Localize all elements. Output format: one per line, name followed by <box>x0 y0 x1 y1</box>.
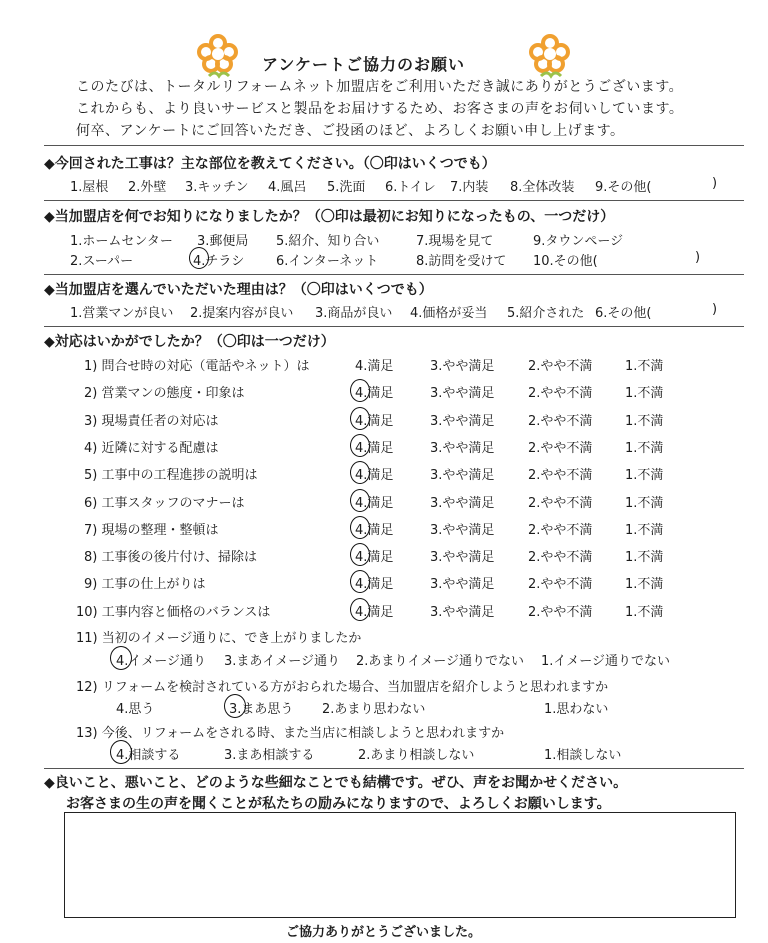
divider <box>44 768 744 769</box>
q2-option[interactable]: 5.紹介、知り合い <box>276 234 380 249</box>
q4-rating-option[interactable]: 3.やや満足 <box>430 605 495 620</box>
selection-circle <box>189 247 209 269</box>
q4-rating-option[interactable]: 2.やや不満 <box>528 496 593 511</box>
q4-rating-option-selected[interactable]: 4.満足 <box>355 577 394 592</box>
q4-rating-option[interactable]: 3.やや満足 <box>430 468 495 483</box>
q11-option[interactable]: 1.イメージ通りでない <box>541 654 671 669</box>
q4-rating-option[interactable]: 2.やや不満 <box>528 523 593 538</box>
q4-item-label: 7) 現場の整理・整頓は <box>84 523 219 538</box>
q4-rating-option[interactable]: 1.不満 <box>625 468 664 483</box>
q4-rating-option[interactable]: 1.不満 <box>625 386 664 401</box>
q4-rating-option[interactable]: 2.やや不満 <box>528 441 593 456</box>
selection-circle <box>350 489 370 512</box>
q1-option[interactable]: 1.屋根 <box>70 180 109 195</box>
q11-heading: 11) 当初のイメージ通りに、でき上がりましたか <box>76 631 362 646</box>
divider <box>44 200 744 201</box>
q4-rating-option[interactable]: 4.満足 <box>355 359 394 374</box>
q4-rating-option[interactable]: 1.不満 <box>625 550 664 565</box>
q4-rating-option[interactable]: 1.不満 <box>625 523 664 538</box>
q4-rating-option-selected[interactable]: 4.満足 <box>355 468 394 483</box>
q4-rating-option[interactable]: 2.やや不満 <box>528 414 593 429</box>
q12-option-selected[interactable]: 3.まあ思う <box>229 702 294 717</box>
q4-rating-option[interactable]: 3.やや満足 <box>430 359 495 374</box>
q1-option[interactable]: 5.洗面 <box>327 180 366 195</box>
q3-option[interactable]: 1.営業マンが良い <box>70 306 174 321</box>
q3-other-close: ) <box>712 302 718 317</box>
q4-rating-option[interactable]: 3.やや満足 <box>430 523 495 538</box>
selection-circle <box>110 740 132 764</box>
q13-option[interactable]: 2.あまり相談しない <box>358 748 475 763</box>
q4-rating-option[interactable]: 3.やや満足 <box>430 496 495 511</box>
q13-option[interactable]: 1.相談しない <box>544 748 622 763</box>
flower-icon <box>195 32 241 80</box>
closing-message: ご協力ありがとうございました。 <box>286 925 482 940</box>
selection-circle <box>350 516 370 539</box>
free-comment-box[interactable] <box>64 812 736 918</box>
q4-rating-option-selected[interactable]: 4.満足 <box>355 496 394 511</box>
q4-item-label: 6) 工事スタッフのマナーは <box>84 496 245 511</box>
q4-item-label: 2) 営業マンの態度・印象は <box>84 386 245 401</box>
q2-option[interactable]: 6.インターネット <box>276 254 379 269</box>
q4-rating-option[interactable]: 3.やや満足 <box>430 441 495 456</box>
q4-item-label: 8) 工事後の後片付け、掃除は <box>84 550 257 565</box>
selection-circle <box>350 570 370 593</box>
divider <box>44 274 744 275</box>
selection-circle <box>350 434 370 457</box>
q4-rating-option[interactable]: 2.やや不満 <box>528 605 593 620</box>
q13-option-selected[interactable]: 4.相談する <box>116 748 181 763</box>
q4-item-label: 9) 工事の仕上がりは <box>84 577 206 592</box>
q4-rating-option[interactable]: 3.やや満足 <box>430 577 495 592</box>
q4-item-label: 1) 問合せ時の対応（電話やネット）は <box>84 359 310 374</box>
q4-rating-option[interactable]: 3.やや満足 <box>430 386 495 401</box>
selection-circle <box>224 694 246 718</box>
flower-icon <box>527 32 573 80</box>
q12-option[interactable]: 4.思う <box>116 702 155 717</box>
q4-rating-option-selected[interactable]: 4.満足 <box>355 414 394 429</box>
selection-circle <box>110 646 132 670</box>
free-comment-prompt: ◆良いこと、悪いこと、どのような些細なことでも結構です。ぜひ、声をお聞かせください。 <box>44 775 628 791</box>
q3-option-other[interactable]: 6.その他( <box>595 306 652 321</box>
q2-option[interactable]: 7.現場を見て <box>416 234 494 249</box>
q4-rating-option[interactable]: 3.やや満足 <box>430 550 495 565</box>
intro-line-1: このたびは、トータルリフォームネット加盟店をご利用いただき誠にありがとうございます。 <box>76 79 684 95</box>
q4-rating-option[interactable]: 1.不満 <box>625 605 664 620</box>
q4-rating-option[interactable]: 1.不満 <box>625 577 664 592</box>
q12-option[interactable]: 1.思わない <box>544 702 609 717</box>
intro-line-3: 何卒、アンケートにご回答いただき、ご投函のほど、よろしくお願い申し上げます。 <box>76 123 625 139</box>
page-title: アンケートご協力のお願い <box>262 55 466 74</box>
q4-rating-option[interactable]: 2.やや不満 <box>528 550 593 565</box>
q2-option[interactable]: 8.訪問を受けて <box>416 254 507 269</box>
q4-item-label: 5) 工事中の工程進捗の説明は <box>84 468 258 483</box>
q2-option[interactable]: 2.スーパー <box>70 254 134 269</box>
q4-rating-option[interactable]: 1.不満 <box>625 496 664 511</box>
q1-option[interactable]: 7.内装 <box>450 180 489 195</box>
q4-rating-option-selected[interactable]: 4.満足 <box>355 386 394 401</box>
q13-heading: 13) 今後、リフォームをされる時、また当店に相談しようと思われますか <box>76 726 505 741</box>
q1-option-other[interactable]: 9.その他( <box>595 180 652 195</box>
q4-rating-option[interactable]: 2.やや不満 <box>528 386 593 401</box>
q4-rating-option[interactable]: 1.不満 <box>625 414 664 429</box>
q4-item-label: 10) 工事内容と価格のバランスは <box>76 605 271 620</box>
q4-item-label: 3) 現場責任者の対応は <box>84 414 219 429</box>
q3-option[interactable]: 4.価格が妥当 <box>410 306 488 321</box>
q4-rating-option[interactable]: 1.不満 <box>625 359 664 374</box>
q1-heading: ◆今回された工事は？主な部位を教えてください。（〇印はいくつでも） <box>44 156 496 172</box>
q4-rating-option-selected[interactable]: 4.満足 <box>355 523 394 538</box>
selection-circle <box>350 407 370 430</box>
q4-heading: ◆対応はいかがでしたか？（〇印は一つだけ） <box>44 334 335 350</box>
q4-rating-option-selected[interactable]: 4.満足 <box>355 605 394 620</box>
q1-option[interactable]: 3.キッチン <box>185 180 249 195</box>
q13-option[interactable]: 3.まあ相談する <box>224 748 315 763</box>
divider <box>44 145 744 146</box>
q4-rating-option[interactable]: 2.やや不満 <box>528 577 593 592</box>
selection-circle <box>350 461 370 484</box>
q4-rating-option[interactable]: 2.やや不満 <box>528 359 593 374</box>
q11-option-selected[interactable]: 4.イメージ通り <box>116 654 207 669</box>
q4-rating-option-selected[interactable]: 4.満足 <box>355 441 394 456</box>
q11-option[interactable]: 2.あまりイメージ通りでない <box>356 654 525 669</box>
q12-option[interactable]: 2.あまり思わない <box>322 702 426 717</box>
selection-circle <box>350 598 370 621</box>
free-comment-subprompt: お客さまの生の声を聞くことが私たちの励みになりますので、よろしくお願いします。 <box>66 796 611 812</box>
q1-option[interactable]: 8.全体改装 <box>510 180 575 195</box>
q1-option[interactable]: 6.トイレ <box>385 180 436 195</box>
q2-option[interactable]: 1.ホームセンター <box>70 234 173 249</box>
q4-item-label: 4) 近隣に対する配慮は <box>84 441 219 456</box>
divider <box>44 326 744 327</box>
q2-option[interactable]: 9.タウンページ <box>533 234 624 249</box>
q4-rating-option[interactable]: 2.やや不満 <box>528 468 593 483</box>
q2-option-other[interactable]: 10.その他( <box>533 254 598 269</box>
q11-option[interactable]: 3.まあイメージ通り <box>224 654 341 669</box>
q12-heading: 12) リフォームを検討されている方がおられた場合、当加盟店を紹介しようと思われますか <box>76 680 609 695</box>
q2-other-close: ) <box>695 250 701 265</box>
q1-option[interactable]: 4.風呂 <box>268 180 307 195</box>
q2-option-selected[interactable]: 4.チラシ <box>193 254 245 269</box>
q1-other-close: ) <box>712 176 718 191</box>
q4-rating-option[interactable]: 1.不満 <box>625 441 664 456</box>
q3-option[interactable]: 2.提案内容が良い <box>190 306 294 321</box>
q3-option[interactable]: 3.商品が良い <box>315 306 393 321</box>
q4-rating-option[interactable]: 3.やや満足 <box>430 414 495 429</box>
q3-heading: ◆当加盟店を選んでいただいた理由は？（〇印はいくつでも） <box>44 282 433 298</box>
intro-line-2: これからも、より良いサービスと製品をお届けするため、お客さまの声をお伺いしています。 <box>76 101 684 117</box>
q2-heading: ◆当加盟店を何でお知りになりましたか？（〇印は最初にお知りになったもの、一つだけ） <box>44 209 615 225</box>
selection-circle <box>350 379 370 402</box>
selection-circle <box>350 543 370 566</box>
q2-option[interactable]: 3.郵便局 <box>197 234 249 249</box>
q4-rating-option-selected[interactable]: 4.満足 <box>355 550 394 565</box>
q3-option[interactable]: 5.紹介された <box>507 306 585 321</box>
q1-option[interactable]: 2.外壁 <box>128 180 167 195</box>
